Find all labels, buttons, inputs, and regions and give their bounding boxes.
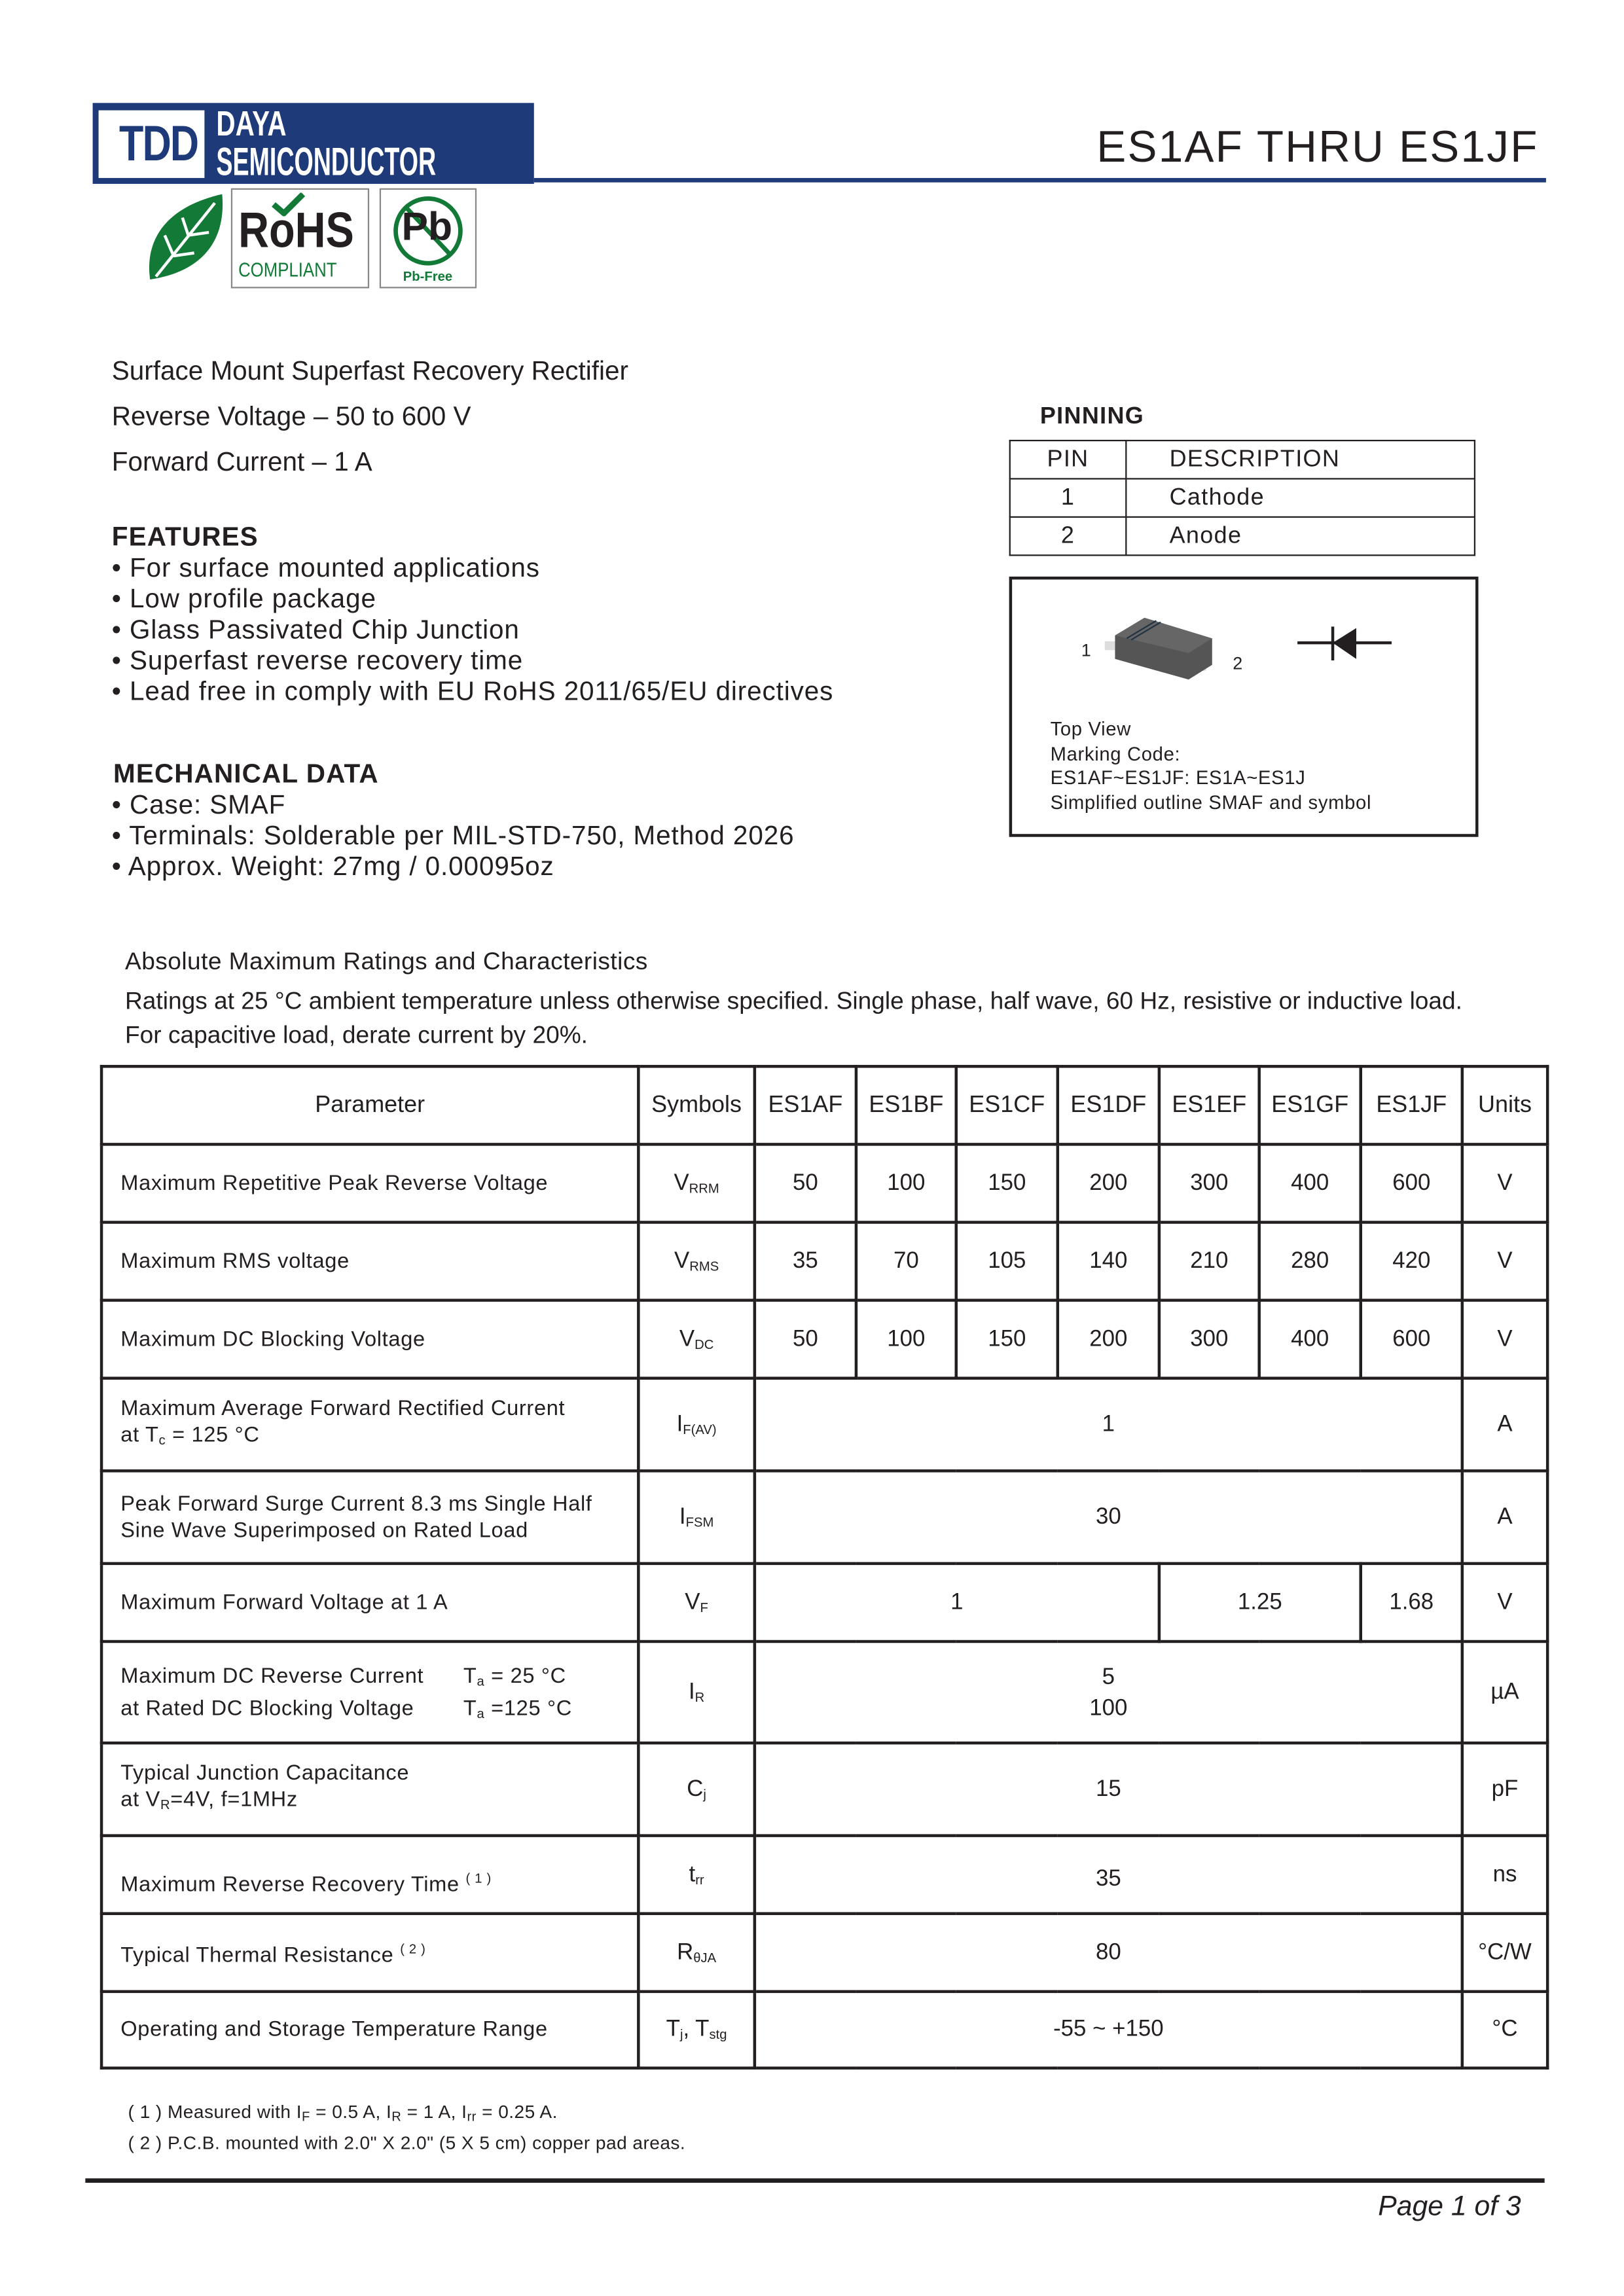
leaf-icon — [141, 191, 226, 282]
pin-description: Anode — [1126, 517, 1475, 555]
pin-number: 1 — [1010, 478, 1127, 516]
symbol-subscript: rr — [695, 1871, 704, 1887]
feature-item: • For surface mounted applications — [111, 552, 540, 583]
symbol-subscript: DC — [695, 1336, 714, 1352]
footnote-ref: ( 1 ) — [465, 1871, 492, 1886]
symbol: C — [687, 1776, 704, 1801]
symbol-cell — [638, 1223, 755, 1300]
symbol: V — [674, 1170, 689, 1195]
symbol: V — [685, 1589, 700, 1615]
parameter-cell — [101, 1471, 638, 1564]
unit-cell: A — [1462, 1378, 1547, 1471]
symbol: V — [679, 1325, 695, 1352]
parameter-cell: Maximum Forward Voltage at 1 A — [101, 1564, 638, 1641]
parameter-line: Typical Junction Capacitance — [120, 1762, 410, 1786]
value-cell: 1 — [755, 1378, 1462, 1471]
mechanical-item: • Case: SMAF — [111, 789, 286, 819]
symbol: I — [679, 1503, 686, 1530]
unit-cell: °C/W — [1462, 1914, 1547, 1992]
unit-cell: V — [1462, 1564, 1547, 1641]
pin-header: PIN — [1010, 440, 1127, 478]
value-cell: 15 — [755, 1743, 1462, 1836]
header-parameter: Parameter — [101, 1066, 638, 1144]
unit-cell: A — [1462, 1471, 1547, 1564]
parameter-line: Sine Wave Superimposed on Rated Load — [120, 1518, 528, 1543]
header-symbols: Symbols — [638, 1066, 755, 1144]
pb-text: Pb — [401, 204, 453, 249]
package-notes — [1051, 718, 1372, 815]
parameter-line: at Rated DC Blocking Voltage — [120, 1696, 414, 1721]
symbol-subscript: FSM — [685, 1514, 714, 1530]
value-cell: 30 — [755, 1471, 1462, 1564]
table-row — [101, 1914, 1547, 1992]
rohs-compliant: COMPLIANT — [238, 259, 337, 281]
text: T — [463, 1664, 477, 1689]
features-heading: FEATURES — [111, 522, 259, 552]
value: 100 — [1089, 1695, 1128, 1721]
header-es1jf: ES1JF — [1361, 1066, 1462, 1144]
header-es1gf: ES1GF — [1259, 1066, 1361, 1144]
value-cell: 105 — [956, 1223, 1058, 1300]
condition — [463, 1693, 572, 1730]
table-row — [101, 1641, 1547, 1743]
value: 5 — [1102, 1664, 1115, 1690]
logo-mark: TDD — [119, 116, 198, 172]
diode-symbol-icon — [1296, 622, 1393, 664]
symbol: t — [689, 1861, 696, 1887]
features-list — [112, 553, 834, 708]
header-es1df: ES1DF — [1058, 1066, 1159, 1144]
value-cell: 1.25 — [1159, 1564, 1361, 1641]
description-header: DESCRIPTION — [1126, 440, 1475, 478]
value-cell: 50 — [755, 1300, 856, 1378]
value-cell — [755, 1641, 1462, 1743]
header-es1af: ES1AF — [755, 1066, 856, 1144]
pin2-label: 2 — [1233, 653, 1243, 674]
parameter-cell — [101, 1641, 638, 1743]
value-cell: 400 — [1259, 1144, 1361, 1222]
parameter-cell: Maximum DC Blocking Voltage — [101, 1300, 638, 1378]
symbol-cell — [638, 1641, 755, 1743]
unit-cell: °C — [1462, 1992, 1547, 2068]
table-row — [101, 1300, 1547, 1378]
pin1-label: 1 — [1081, 639, 1091, 661]
symbol-cell — [638, 1914, 755, 1992]
symbol-subscript: θJA — [693, 1949, 717, 1965]
value-cell: 150 — [956, 1144, 1058, 1222]
symbol-cell — [638, 1144, 755, 1222]
footnote-2: ( 2 ) P.C.B. mounted with 2.0" X 2.0" (5 X 5 cm) copper pad areas. — [128, 2132, 686, 2154]
value-cell: 100 — [856, 1144, 956, 1222]
text: = 25 °C — [484, 1664, 566, 1689]
subscript: R — [391, 2109, 402, 2125]
condition — [463, 1660, 566, 1697]
package-box — [1009, 577, 1479, 837]
footnote-1 — [128, 2102, 558, 2124]
text: =4V, f=1MHz — [170, 1788, 298, 1812]
check-icon — [271, 192, 306, 216]
table-header-row — [101, 1066, 1547, 1144]
table-row — [101, 1378, 1547, 1471]
package-note: Top View — [1050, 717, 1131, 740]
page-number: Page 1 of 3 — [1378, 2191, 1521, 2223]
header-es1bf: ES1BF — [856, 1066, 956, 1144]
parameter-line — [120, 1422, 637, 1453]
symbol-subscript: RRM — [689, 1180, 719, 1195]
symbol: I — [676, 1411, 683, 1437]
text: = 125 °C — [166, 1424, 260, 1448]
subscript: a — [477, 1706, 485, 1721]
value-cell: -55 ~ +150 — [755, 1992, 1462, 2068]
text: at V — [120, 1788, 160, 1812]
text: Typical Thermal Resistance — [120, 1944, 394, 1968]
parameter-cell — [101, 1836, 638, 1914]
symbol-subscript: j — [703, 1786, 706, 1801]
symbol-cell — [638, 1743, 755, 1836]
symbol: , T — [683, 2017, 710, 2042]
value-cell: 70 — [856, 1223, 956, 1300]
unit-cell: V — [1462, 1144, 1547, 1222]
parameter-cell — [101, 1743, 638, 1836]
pin-description: Cathode — [1126, 478, 1475, 516]
value-cell: 1.68 — [1361, 1564, 1462, 1641]
value-cell: 150 — [956, 1300, 1058, 1378]
document-title: ES1AF THRU ES1JF — [1096, 123, 1539, 172]
product-description: Surface Mount Superfast Recovery Rectifier — [111, 355, 628, 386]
symbol-cell — [638, 1564, 755, 1641]
symbol: T — [666, 2017, 680, 2042]
pin-number: 2 — [1010, 517, 1127, 555]
value-cell: 400 — [1259, 1300, 1361, 1378]
symbol: R — [677, 1939, 694, 1965]
value-cell: 200 — [1058, 1300, 1159, 1378]
unit-cell: V — [1462, 1300, 1547, 1378]
symbol-subscript: R — [695, 1689, 705, 1704]
header-rule — [534, 178, 1546, 183]
forward-current: Forward Current – 1 A — [111, 447, 372, 477]
mechanical-item: • Terminals: Solderable per MIL-STD-750, Method 2026 — [111, 820, 795, 850]
subscript: a — [477, 1674, 485, 1689]
table-row — [101, 1836, 1547, 1914]
symbol-cell — [638, 1378, 755, 1471]
symbol-subscript: RMS — [689, 1258, 719, 1274]
table-row — [101, 1144, 1547, 1222]
mechanical-item: • Approx. Weight: 27mg / 0.00095oz — [111, 852, 554, 882]
smaf-package-icon — [1100, 615, 1218, 685]
parameter-cell — [101, 1378, 638, 1471]
logo-line2: SEMICONDUCTOR — [216, 139, 437, 184]
pb-free-badge — [380, 188, 477, 289]
value-cell: 600 — [1361, 1144, 1462, 1222]
value-cell: 50 — [755, 1144, 856, 1222]
value-cell: 35 — [755, 1223, 856, 1300]
symbol-subscript: j — [679, 2026, 683, 2042]
parameter-line — [120, 1787, 637, 1818]
value-cell: 200 — [1058, 1144, 1159, 1222]
value-cell: 80 — [755, 1914, 1462, 1992]
text: Maximum Reverse Recovery Time — [120, 1873, 460, 1897]
ratings-table — [100, 1065, 1549, 2070]
mechanical-heading: MECHANICAL DATA — [113, 759, 379, 789]
value-cell: 600 — [1361, 1300, 1462, 1378]
text: = 0.5 A, I — [310, 2102, 392, 2123]
header-es1cf: ES1CF — [956, 1066, 1058, 1144]
rohs-badge — [231, 188, 369, 289]
parameter-line: Peak Forward Surge Current 8.3 ms Single Half — [120, 1492, 592, 1516]
text: ( 1 ) Measured with I — [128, 2102, 302, 2123]
pinning-heading: PINNING — [1039, 404, 1145, 430]
value-cell: 140 — [1058, 1223, 1159, 1300]
value-cell: 280 — [1259, 1223, 1361, 1300]
unit-cell: µA — [1462, 1641, 1547, 1743]
symbol-subscript: stg — [709, 2026, 727, 2042]
parameter-cell — [101, 1914, 638, 1992]
ratings-heading: Absolute Maximum Ratings and Characteristics — [125, 948, 648, 975]
value-cell: 210 — [1159, 1223, 1259, 1300]
symbol-cell — [638, 1300, 755, 1378]
symbol-cell — [638, 1992, 755, 2068]
value-cell: 300 — [1159, 1144, 1259, 1222]
value-cell: 420 — [1361, 1223, 1462, 1300]
feature-item: • Superfast reverse recovery time — [111, 645, 524, 675]
feature-item: • Low profile package — [111, 584, 376, 614]
pb-free-label: Pb-Free — [403, 269, 453, 284]
symbol-cell — [638, 1471, 755, 1564]
subscript: rr — [467, 2109, 477, 2125]
header-es1ef: ES1EF — [1159, 1066, 1259, 1144]
table-row — [101, 1992, 1547, 2068]
text: =125 °C — [484, 1697, 572, 1721]
ratings-note: Ratings at 25 °C ambient temperature unless otherwise specified. Single phase, half wave, 60 Hz, resistive or inductive load. — [125, 988, 1462, 1015]
table-row — [101, 1223, 1547, 1300]
reverse-voltage: Reverse Voltage – 50 to 600 V — [111, 401, 471, 431]
table-row — [101, 1471, 1547, 1564]
unit-cell: ns — [1462, 1836, 1547, 1914]
symbol-subscript: F — [700, 1599, 708, 1615]
subscript: F — [302, 2109, 310, 2125]
pinning-table — [1009, 440, 1475, 556]
parameter-line: Maximum Average Forward Rectified Current — [120, 1397, 566, 1421]
rohs-text: RoHS — [238, 203, 354, 259]
header-units: Units — [1462, 1066, 1547, 1144]
text: = 1 A, I — [401, 2102, 467, 2123]
mechanical-list — [112, 790, 795, 883]
unit-cell: pF — [1462, 1743, 1547, 1836]
value-cell: 1 — [755, 1564, 1159, 1641]
symbol-subscript: F(AV) — [683, 1422, 717, 1437]
company-logo — [93, 103, 534, 184]
value-cell: 100 — [856, 1300, 956, 1378]
package-note: Marking Code: — [1050, 742, 1181, 764]
parameter-line: Maximum DC Reverse Current — [120, 1664, 424, 1688]
text: = 0.25 A. — [476, 2102, 558, 2123]
feature-item: • Glass Passivated Chip Junction — [111, 615, 520, 645]
value-cell: 300 — [1159, 1300, 1259, 1378]
subscript: R — [160, 1797, 171, 1812]
text: at T — [120, 1424, 159, 1448]
parameter-cell: Operating and Storage Temperature Range — [101, 1992, 638, 2068]
table-row — [101, 1564, 1547, 1641]
ratings-note-capacitive: For capacitive load, derate current by 20%. — [125, 1022, 588, 1049]
parameter-cell: Maximum Repetitive Peak Reverse Voltage — [101, 1144, 638, 1222]
symbol: I — [688, 1679, 695, 1704]
feature-item: • Lead free in comply with EU RoHS 2011/65/EU directives — [111, 676, 834, 706]
subscript: c — [158, 1432, 166, 1448]
footnote-ref: ( 2 ) — [400, 1941, 426, 1957]
parameter-cell: Maximum RMS voltage — [101, 1223, 638, 1300]
package-note: Simplified outline SMAF and symbol — [1050, 790, 1372, 813]
logo-line1: DAYA — [216, 104, 287, 145]
unit-cell: V — [1462, 1223, 1547, 1300]
symbol-cell — [638, 1836, 755, 1914]
table-row — [101, 1743, 1547, 1836]
package-note: ES1AF~ES1JF: ES1A~ES1J — [1050, 766, 1306, 789]
footer-rule — [85, 2178, 1544, 2183]
value-cell: 35 — [755, 1836, 1462, 1914]
text: T — [463, 1697, 477, 1721]
symbol: V — [674, 1247, 690, 1274]
